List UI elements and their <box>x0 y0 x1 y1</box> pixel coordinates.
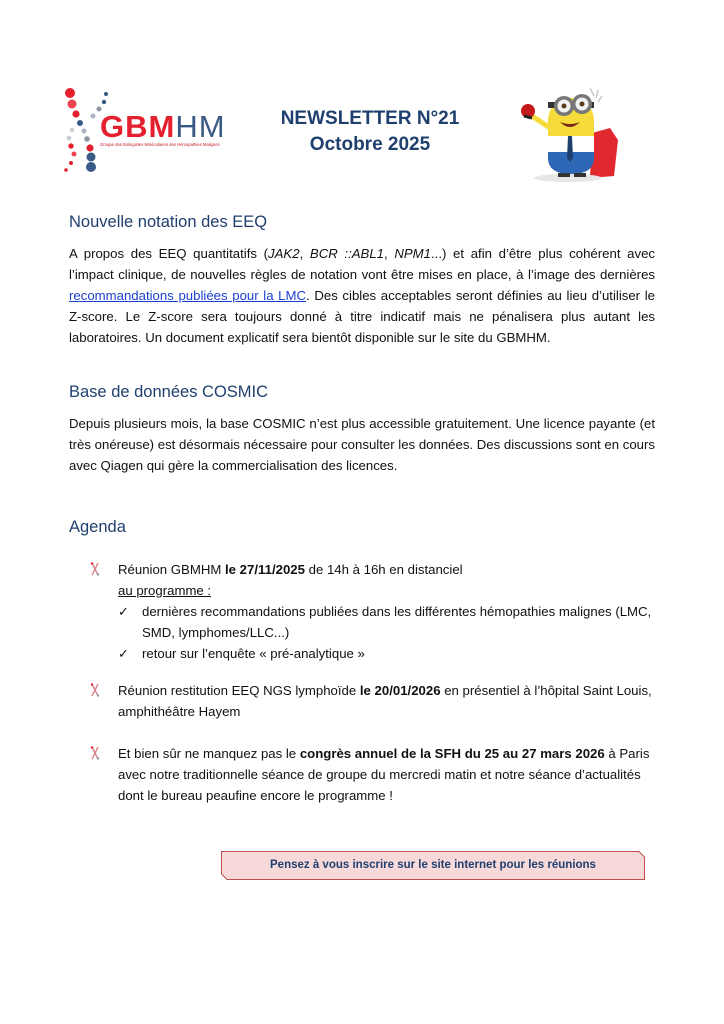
gbmhm-logo <box>62 84 238 174</box>
section-title-eeq: Nouvelle notation des EEQ <box>69 213 268 231</box>
agenda-event: congrès annuel de la SFH du 25 au 27 mars 2026 <box>299 746 605 761</box>
program-heading: au programme : <box>118 583 212 598</box>
lmc-recommendations-link[interactable]: recommandations publiées pour la LMC <box>69 288 307 303</box>
agenda-date: le 20/01/2026 <box>359 683 441 698</box>
registration-reminder-box <box>221 851 645 880</box>
agenda-item-gbmhm-meeting <box>90 559 656 664</box>
program-list <box>118 601 656 664</box>
agenda-item-ngs-restitution <box>90 680 656 722</box>
program-item <box>118 643 656 664</box>
minion-mascot-icon <box>510 78 650 188</box>
program-item <box>118 601 656 643</box>
logo-tagline: Groupe des Biologistes Moléculaires des Hémopathies Malignes <box>100 142 220 147</box>
agenda-date: le 27/11/2025 <box>225 562 305 577</box>
agenda-text: en présentiel à l’hôpital Saint Louis, amphithéâtre Hayem <box>118 683 652 719</box>
chromosome-bullet-icon <box>90 562 100 576</box>
check-icon: ✓ <box>118 646 130 661</box>
agenda-text: Réunion restitution EEQ NGS lymphoïde <box>118 683 360 698</box>
program-item-text: dernières recommandations publiées dans les différentes hémopathies malignes (LMC, SMD, lymphomes/LLC...) <box>142 604 652 640</box>
program-item-text: retour sur l’enquête « pré-analytique » <box>142 646 365 661</box>
agenda-text: de 14h à 16h en distanciel <box>304 562 463 577</box>
gene-jak2: JAK2 <box>268 246 300 261</box>
paragraph-eeq <box>69 243 655 348</box>
logo-word-red: GBM <box>100 109 176 144</box>
section-title-agenda: Agenda <box>69 518 126 536</box>
agenda-item-sfh-congress <box>90 743 656 806</box>
check-icon: ✓ <box>118 604 130 619</box>
gene-npm1: NPM1 <box>394 246 431 261</box>
chromosome-bullet-icon <box>90 746 100 760</box>
logo-wordmark <box>100 111 226 142</box>
text-segment: A propos des EEQ quantitatifs ( <box>69 246 269 261</box>
newsletter-number: NEWSLETTER N°21 <box>280 108 460 129</box>
paragraph-cosmic: Depuis plusieurs mois, la base COSMIC n’est plus accessible gratuitement. Une licence payante (et très onéreuse) est désormais nécessaire pour consulter les données. Des discussions sont en cours avec Qiagen qui gère la commercialisation des licences. <box>69 416 655 473</box>
section-title-cosmic: Base de données COSMIC <box>69 383 269 401</box>
gene-bcr-abl1: BCR ::ABL1 <box>309 246 385 261</box>
text-segment: , <box>299 246 310 261</box>
agenda-text: Et bien sûr ne manquez pas le <box>118 746 300 761</box>
registration-reminder-text: Pensez à vous inscrire sur le site internet pour les réunions <box>270 859 596 871</box>
chromosome-bullet-icon <box>90 683 100 697</box>
text-segment: ...) et afin d’être plus cohérent avec l’impact clinique, de nouvelles règles de notation vont être mises en place, à l’image des dernières <box>69 246 656 282</box>
agenda-text: Réunion GBMHM <box>118 562 226 577</box>
newsletter-title <box>260 106 480 158</box>
logo-word-blue: HM <box>175 109 226 144</box>
agenda-text: à Paris avec notre traditionnelle séance de groupe du mercredi matin et notre séance d’actualités dont le bureau peaufine encore le programme ! <box>118 746 650 803</box>
text-segment: , <box>384 246 395 261</box>
newsletter-date: Octobre 2025 <box>309 134 431 155</box>
text-segment: . Des cibles acceptables seront définies au lieu d’utiliser le Z-score. Le Z-score sera toujours donné à titre indicatif mais ne pénalisera plus autant les laboratoires. Un document explicatif sera bientôt disponible sur le site du GBMHM. <box>69 288 655 345</box>
